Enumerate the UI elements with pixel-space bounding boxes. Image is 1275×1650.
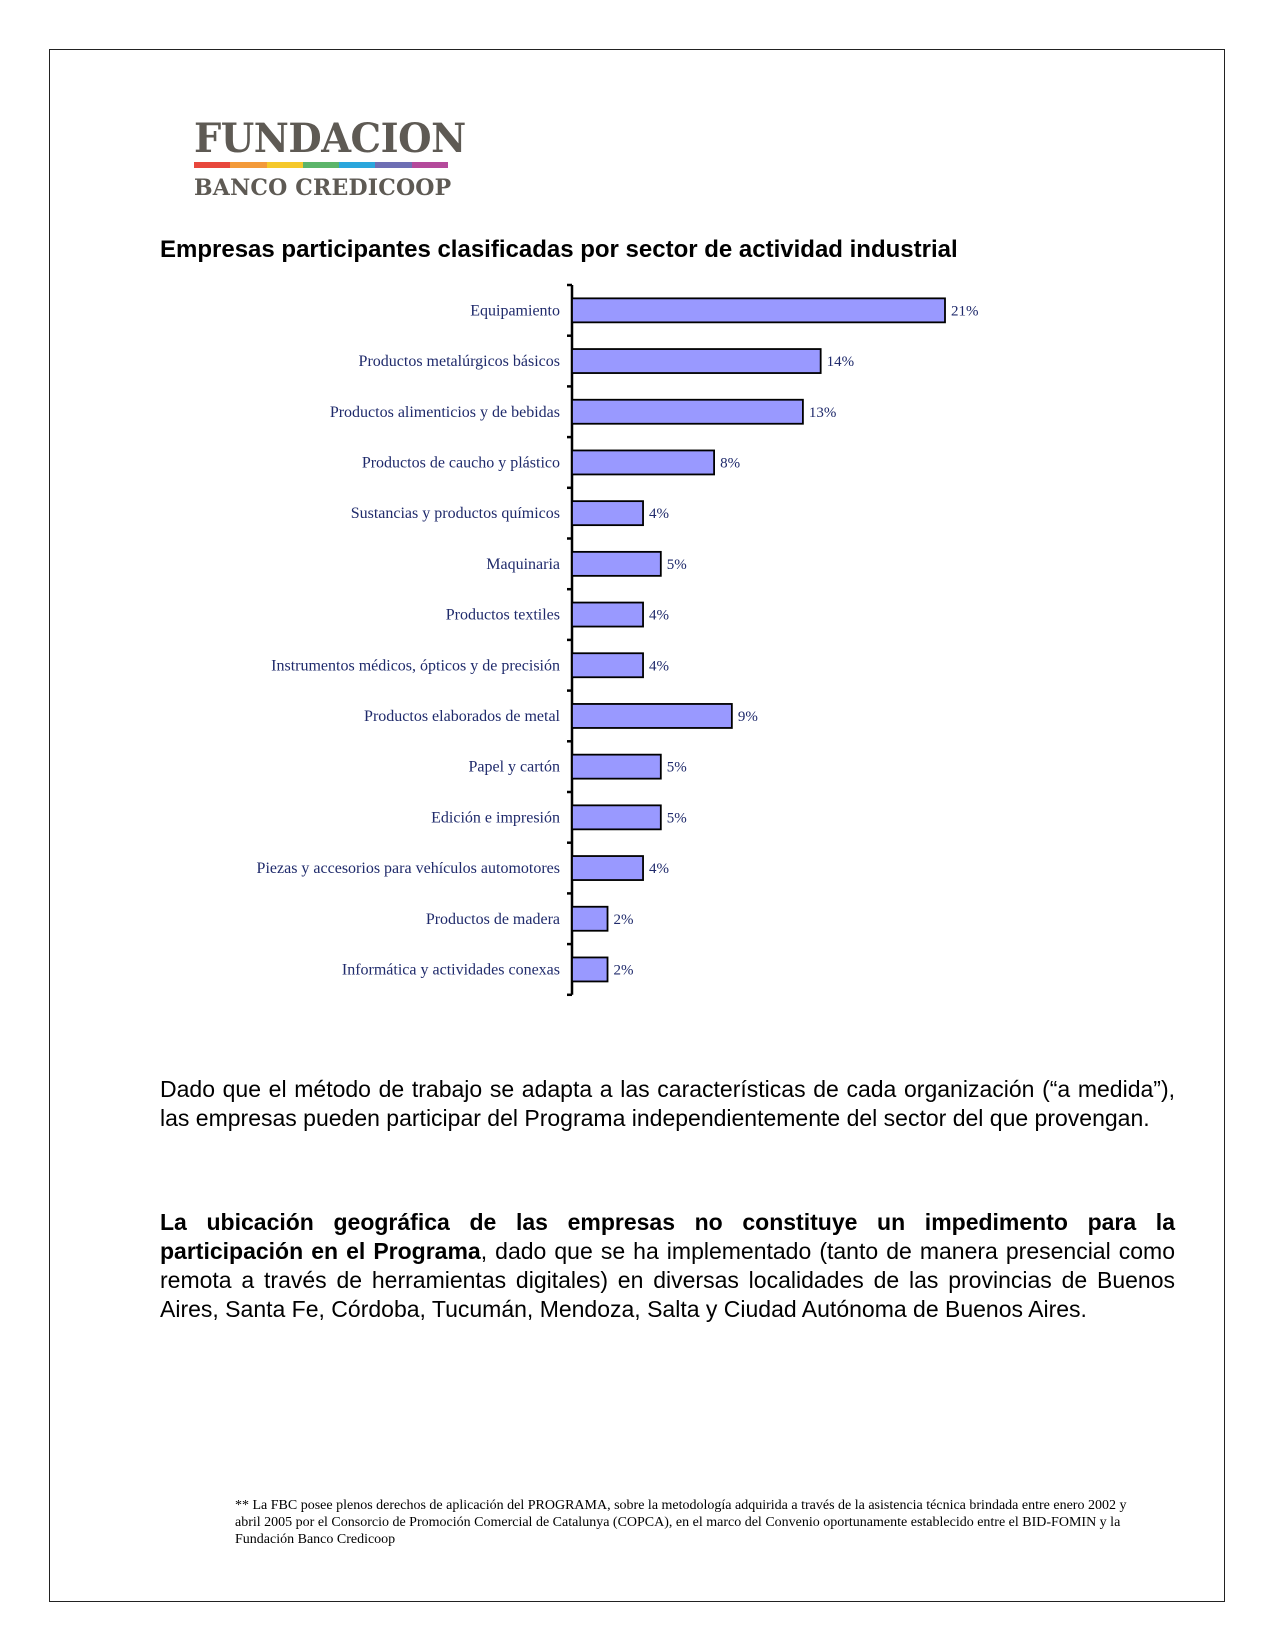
bar: [572, 501, 643, 525]
category-label: Instrumentos médicos, ópticos y de precisión: [271, 657, 560, 675]
category-label: Piezas y accesorios para vehículos automotores: [256, 860, 560, 878]
data-label: 4%: [649, 658, 670, 675]
bar: [572, 805, 661, 829]
category-label: Informática y actividades conexas: [341, 961, 560, 979]
bar: [572, 957, 608, 981]
category-label: Maquinaria: [486, 555, 560, 573]
category-label: Productos metalúrgicos básicos: [358, 353, 560, 371]
category-label: Papel y cartón: [468, 758, 560, 776]
bar: [572, 603, 643, 627]
category-label: Productos de caucho y plástico: [361, 454, 560, 472]
category-label: Productos textiles: [445, 606, 560, 624]
data-label: 5%: [666, 556, 687, 573]
category-label: Productos de madera: [425, 910, 560, 928]
paragraph-location-bold: La ubicación geográfica de las empresas no constituye un impedimento para la participación en el Programa: [160, 1209, 1175, 1264]
footnote: ** La FBC posee plenos derechos de aplicación del PROGRAMA, sobre la metodología adquirida a través de la asistencia técnica brindada entre enero 2002 y abril 2005 por el Consorcio de Promoción Comercial de Catalunya (COPCA), en el marco del Convenio oportunamente establecido entre el BID-FOMIN y la Fundación Banco Credicoop: [235, 1498, 1127, 1547]
bar: [572, 349, 821, 373]
logo-bottom-text: BANCO CREDICOOP: [194, 175, 452, 201]
bar: [572, 450, 714, 474]
logo-top-text: FUNDACION: [194, 115, 466, 162]
bar: [572, 653, 643, 677]
paragraph-location-rest: , dado que se ha implementado (tanto de manera presencial como remota a través de herramientas digitales) en diversas localidades de las provincias de Buenos Aires, Santa Fe, Córdoba, Tucumán, Mendoza, Salta y Ciudad Autónoma de Buenos Aires.: [160, 1238, 1176, 1322]
data-label: 5%: [666, 759, 687, 776]
bar: [572, 704, 732, 728]
data-label: 4%: [649, 861, 670, 878]
data-label: 5%: [666, 810, 687, 827]
bar: [572, 298, 945, 322]
category-label: Sustancias y productos químicos: [350, 505, 560, 523]
category-label: Productos alimenticios y de bebidas: [329, 403, 560, 421]
chart-title: Empresas participantes clasificadas por sector de actividad industrial: [160, 236, 958, 263]
data-label: 2%: [613, 962, 634, 979]
paragraph-location: [160, 1208, 1175, 1324]
bar: [572, 856, 643, 880]
data-label: 4%: [649, 607, 670, 624]
data-label: 13%: [808, 404, 837, 421]
bar: [572, 755, 661, 779]
bar: [572, 552, 661, 576]
bar: [572, 400, 803, 424]
data-label: 2%: [613, 911, 634, 928]
data-label: 8%: [720, 455, 741, 472]
category-label: Productos elaborados de metal: [364, 707, 560, 725]
data-label: 14%: [826, 354, 855, 371]
data-label: 4%: [649, 506, 670, 523]
category-label: Equipamiento: [470, 302, 560, 320]
paragraph-sector: Dado que el método de trabajo se adapta a las características de cada organización (“a medida”), las empresas pueden participar del Programa independientemente del sector del que provengan.: [160, 1076, 1175, 1131]
data-label: 21%: [951, 303, 979, 320]
category-label: Edición e impresión: [431, 809, 560, 827]
bar: [572, 907, 608, 931]
data-label: 9%: [737, 708, 758, 725]
